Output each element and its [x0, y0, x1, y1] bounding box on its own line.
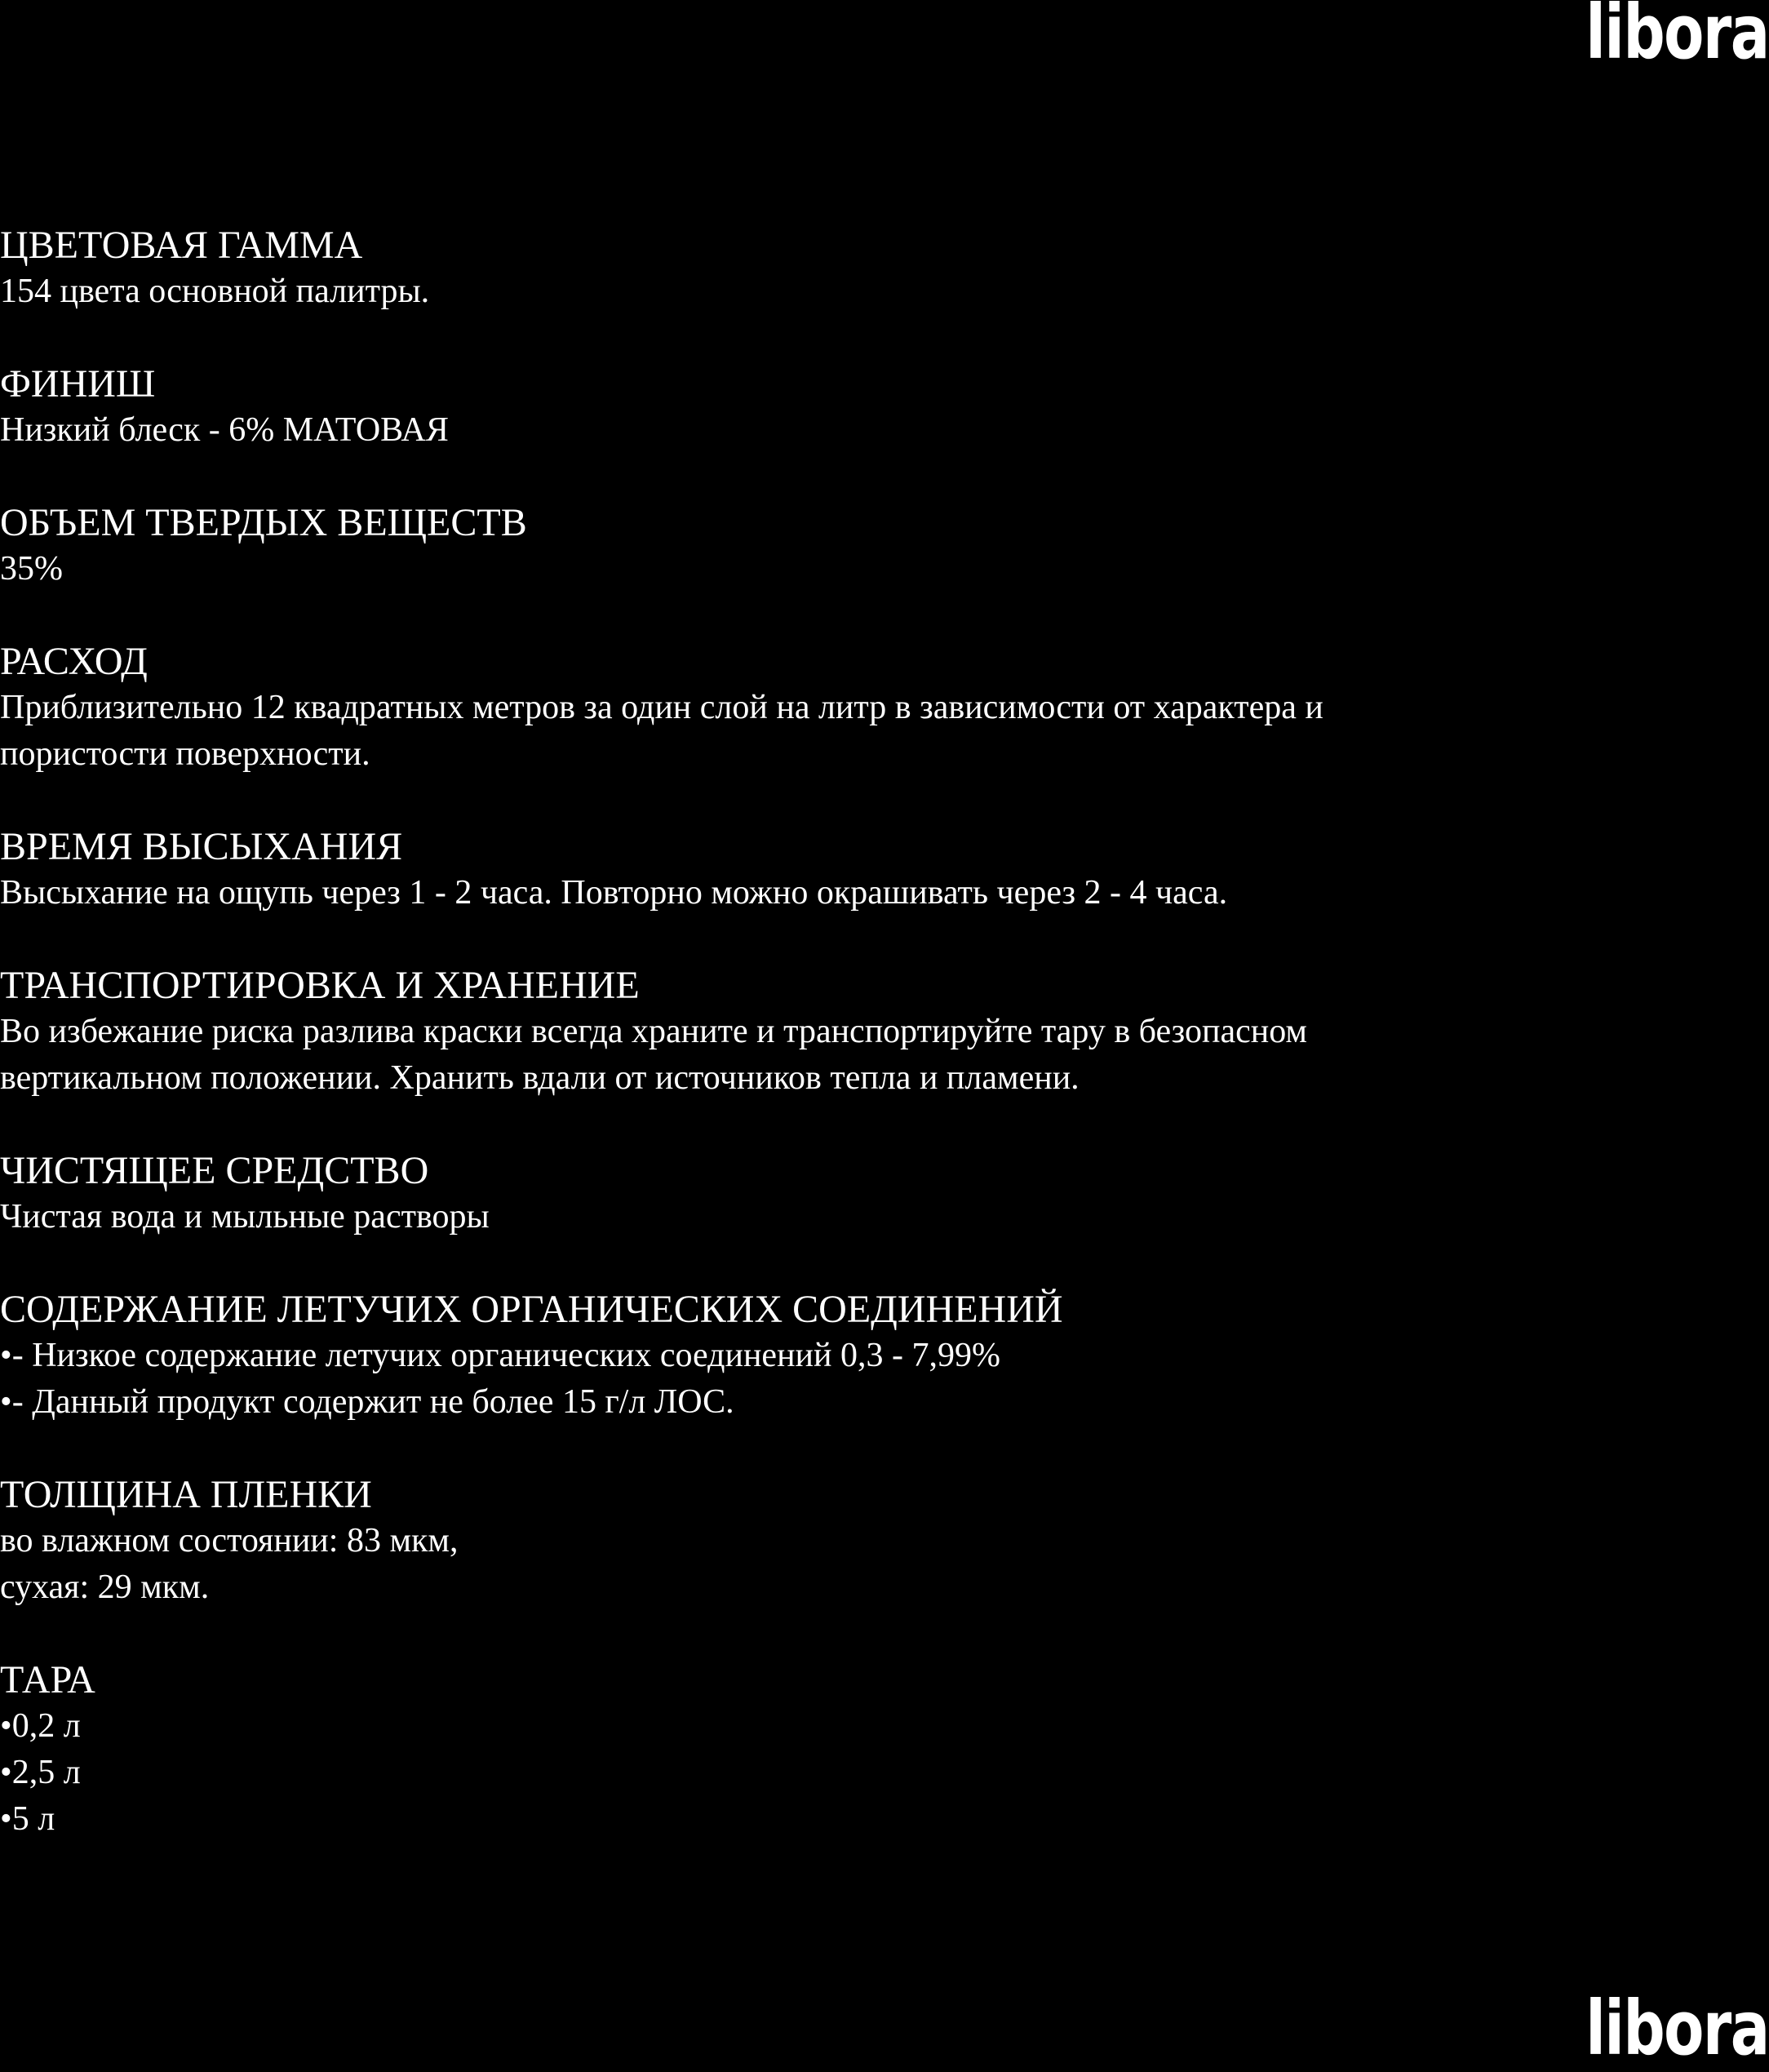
spec-text: во влажном состоянии: 83 мкм,	[0, 1522, 459, 1560]
spec-text: •- Данный продукт содержит не более 15 г/л ЛОС.	[0, 1383, 734, 1421]
spec-text: вертикальном положении. Хранить вдали от источников тепла и пламени.	[0, 1059, 1080, 1097]
spec-finish	[0, 361, 1714, 454]
spec-text: •5 л	[0, 1800, 55, 1838]
spec-text: сухая: 29 мкм.	[0, 1568, 210, 1606]
spec-text: Приблизительно 12 квадратных метров за один слой на литр в зависимости от характера и	[0, 689, 1323, 726]
spec-text: Высыхание на ощупь через 1 - 2 часа. Повторно можно окрашивать через 2 - 4 часа.	[0, 874, 1228, 912]
spec-title: ТОЛЩИНА ПЛЕНКИ	[0, 1473, 372, 1516]
spec-text: пористости поверхности.	[0, 735, 370, 773]
spec-title: ЦВЕТОВАЯ ГАММА	[0, 224, 363, 267]
spec-solids-volume	[0, 499, 1714, 592]
spec-text: Во избежание риска разлива краски всегда храните и транспортируйте тару в безопасном	[0, 1013, 1307, 1050]
spec-title: ВРЕМЯ ВЫСЫХАНИЯ	[0, 825, 403, 868]
spec-title: ЧИСТЯЩЕЕ СРЕДСТВО	[0, 1149, 429, 1192]
spec-drying-time	[0, 823, 1714, 916]
spec-text: 35%	[0, 550, 63, 588]
spec-transport-storage	[0, 962, 1714, 1102]
spec-title: ТРАНСПОРТИРОВКА И ХРАНЕНИЕ	[0, 964, 640, 1007]
spec-title: ОБЪЕМ ТВЕРДЫХ ВЕЩЕСТВ	[0, 501, 527, 544]
spec-title: ТАРА	[0, 1658, 95, 1702]
spec-packaging	[0, 1657, 1714, 1843]
spec-cleaning-agent	[0, 1147, 1714, 1240]
spec-text: •- Низкое содержание летучих органических соединений 0,3 - 7,99%	[0, 1337, 1000, 1374]
spec-title: СОДЕРЖАНИЕ ЛЕТУЧИХ ОРГАНИЧЕСКИХ СОЕДИНЕНИЙ	[0, 1288, 1063, 1331]
spec-text: •0,2 л	[0, 1707, 81, 1745]
brand-logo-bottom: libora	[1585, 1985, 1769, 2072]
spec-voc-content	[0, 1286, 1714, 1426]
spec-title: РАСХОД	[0, 640, 148, 683]
spec-color-range	[0, 222, 1714, 315]
brand-logo-top: libora	[1585, 0, 1769, 76]
spec-list	[0, 222, 1714, 1888]
spec-text: Низкий блеск - 6% МАТОВАЯ	[0, 411, 449, 449]
spec-title: ФИНИШ	[0, 362, 156, 406]
spec-text: Чистая вода и мыльные растворы	[0, 1198, 490, 1236]
spec-text: 154 цвета основной палитры.	[0, 273, 430, 310]
spec-film-thickness	[0, 1471, 1714, 1611]
spec-text: •2,5 л	[0, 1754, 81, 1791]
spec-coverage	[0, 638, 1714, 778]
